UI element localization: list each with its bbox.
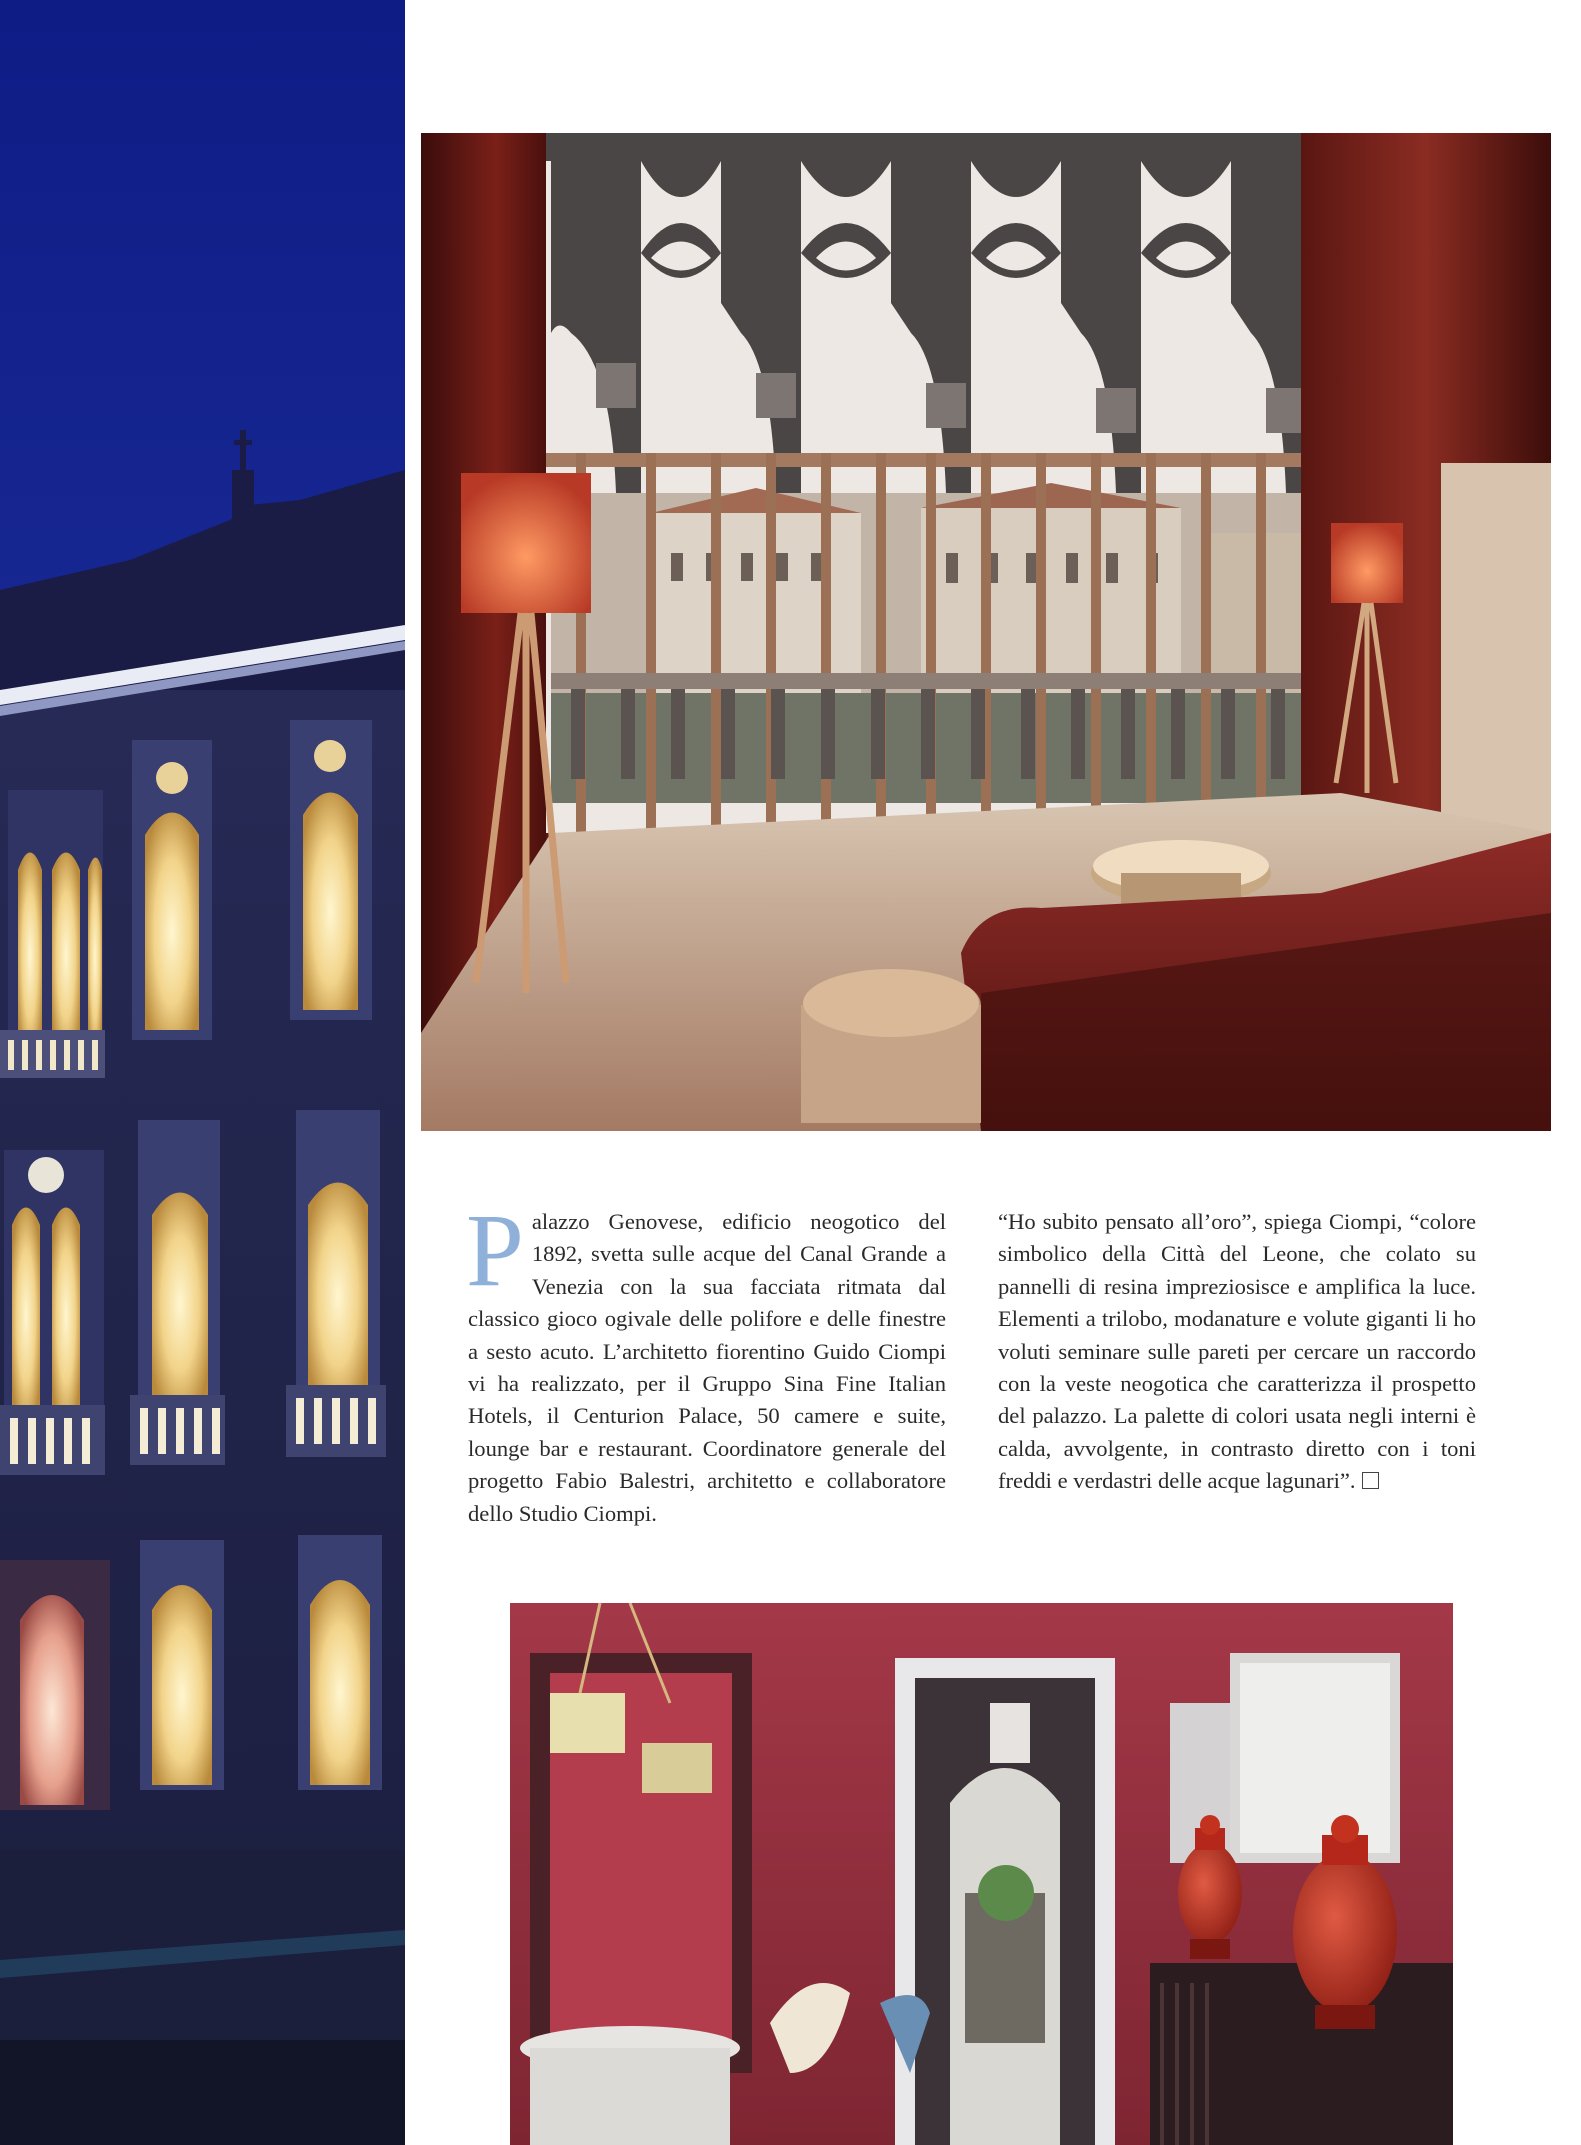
drop-cap: P [466, 1193, 524, 1308]
article-paragraph-1 [466, 1193, 946, 1530]
living-room-photo [421, 133, 1551, 1131]
article-body [466, 1193, 1476, 1530]
article-paragraph-2 [998, 1206, 1476, 1498]
facade-photo [0, 0, 405, 2145]
article-text-col2: “Ho subito pensato all’oro”, spiega Ciompi, “colore simbolico della Città del Leone, che colato su pannelli di resina impreziosisce e amplifica la luce. Elementi a trilobo, modanature e volute giganti li ho voluti seminare sulle pareti per cercare un raccordo con la veste neogotica che caratterizza il prospetto del palazzo. La palette di colori usata negli interni è calda, avvolgente, in contrasto diretto con i toni freddi e verdastri delle acque lagunari”. [998, 1209, 1476, 1494]
article-column-2 [998, 1206, 1476, 1530]
article-text-col1: alazzo Genovese, edificio neogotico del 1892, svetta sulle acque del Canal Grande a Venezia con la sua facciata ritmata dal classico gioco ogivale delle polifore e delle finestre a sesto acuto. L’architetto fiorentino Guido Ciompi vi ha realizzato, per il Gruppo Sina Fine Italian Hotels, il Centurion Palace, 50 camere e suite, lounge bar e restaurant. Coordinatore generale del progetto Fabio Balestri, architetto e collaboratore dello Studio Ciompi. [468, 1209, 946, 1526]
dining-room-photo [510, 1603, 1453, 2145]
article-column-1 [466, 1193, 946, 1530]
end-mark-icon [1362, 1472, 1379, 1489]
